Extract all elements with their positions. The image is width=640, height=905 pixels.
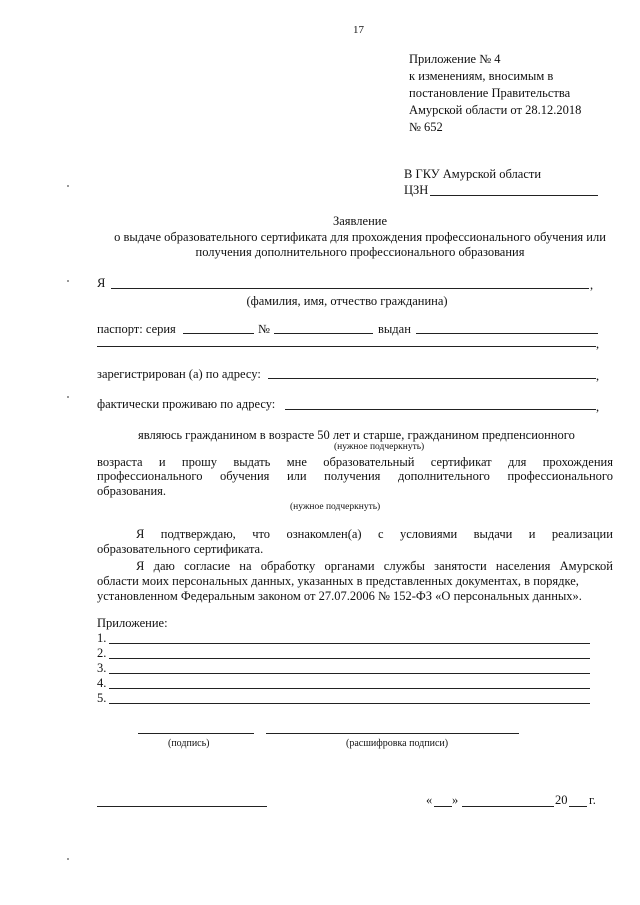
consent-word: обработку [260, 559, 316, 573]
attachment-field[interactable] [109, 703, 590, 704]
title-line-1: о выдаче образовательного сертификата для прохождения профессионального обучения или [114, 230, 606, 244]
request-word: прошу [181, 455, 217, 469]
ya-label: Я [97, 276, 106, 290]
registered-label: зарегистрирован (а) по адресу: [97, 367, 261, 381]
appendix-line-4: Амурской области от 28.12.2018 [409, 103, 582, 117]
confirm-word: с [378, 527, 384, 541]
czn-label: ЦЗН [404, 183, 429, 197]
consent-word: населения [495, 559, 551, 573]
consent-line-3: установленном Федеральным законом от 27.07.2006 № 152-ФЗ «О персональных данных». [97, 589, 582, 603]
request-word: для [508, 455, 527, 469]
page-number: 17 [353, 24, 364, 36]
appendix-line-1: Приложение № 4 [409, 52, 501, 66]
confirm-line [136, 527, 613, 542]
date-month-field[interactable] [462, 806, 554, 807]
request-word: образовательный [323, 455, 415, 469]
signature-field[interactable] [138, 733, 254, 734]
confirm-word: ознакомлен(а) [286, 527, 362, 541]
consent-line [136, 559, 613, 574]
request-word: выдать [233, 455, 271, 469]
issued-field[interactable] [416, 333, 598, 334]
confirm-word: подтверждаю, [160, 527, 236, 541]
attachment-field[interactable] [109, 673, 590, 674]
request-word: и [158, 455, 166, 469]
appendix-line-5: № 652 [409, 120, 443, 134]
passport-number-field[interactable] [274, 333, 373, 334]
confirm-word: выдачи [473, 527, 513, 541]
request-line-3: образования. [97, 484, 167, 498]
request-word: дополнительного [397, 469, 490, 483]
signature-hint: (подпись) [168, 738, 210, 749]
confirm-word: и [528, 527, 536, 541]
passport-series-field[interactable] [183, 333, 254, 334]
date-open-quote: « [426, 793, 433, 807]
request-word: получения [324, 469, 381, 483]
consent-word: Я [136, 559, 145, 573]
consent-word: службы [383, 559, 425, 573]
attachment-number: 1. [97, 631, 107, 645]
attachment-number: 4. [97, 676, 107, 690]
attachment-number: 2. [97, 646, 107, 660]
date-year-field[interactable] [569, 806, 587, 807]
status-hint-1: (нужное подчеркнуть) [334, 442, 425, 452]
registered-comma: , [596, 369, 600, 383]
consent-word: на [239, 559, 252, 573]
fio-field[interactable] [111, 288, 589, 289]
consent-word: органами [324, 559, 375, 573]
scan-mark [67, 396, 69, 398]
date-year-prefix: 20 [555, 793, 568, 807]
decoding-hint: (расшифровка подписи) [346, 738, 449, 749]
confirm-word: что [252, 527, 271, 541]
signature-decoding-field[interactable] [266, 733, 519, 734]
attachment-field[interactable] [109, 658, 590, 659]
addressee-line: В ГКУ Амурской области [404, 167, 542, 181]
attachment-number: 3. [97, 661, 107, 675]
request-line-2 [97, 469, 613, 484]
attachment-field[interactable] [109, 643, 590, 644]
actual-address-label: фактически проживаю по адресу: [97, 397, 276, 411]
confirm-word: реализации [551, 527, 613, 541]
scan-mark [67, 185, 69, 187]
attachment-field[interactable] [109, 688, 590, 689]
title-line-2: получения дополнительного профессионального образования [195, 245, 525, 259]
request-word: профессионального [507, 469, 613, 483]
registered-address-field[interactable] [268, 378, 596, 379]
request-line [97, 455, 613, 470]
fio-comma: , [590, 278, 594, 292]
appendix-line-3: постановление Правительства [409, 86, 571, 100]
passport-number-label: № [258, 322, 270, 336]
status-line-1: являюсь гражданином в возрасте 50 лет и старше, гражданином предпенсионного [138, 428, 575, 442]
confirm-word: Я [136, 527, 145, 541]
request-word: прохождения [542, 455, 613, 469]
status-hint-2: (нужное подчеркнуть) [290, 502, 381, 512]
consent-word: занятости [434, 559, 487, 573]
issued-field-continued[interactable] [97, 346, 596, 347]
consent-word: даю [153, 559, 175, 573]
date-year-suffix: г. [589, 793, 596, 807]
actual-address-field[interactable] [285, 409, 596, 410]
attachments-label: Приложение: [97, 616, 168, 630]
actual-address-comma: , [596, 400, 600, 414]
issued-comma: , [596, 337, 600, 351]
request-word: обучения [220, 469, 270, 483]
appendix-line-2: к изменениям, вносимым в [409, 69, 554, 83]
date-close-quote: » [452, 793, 459, 807]
czn-field[interactable] [430, 195, 598, 196]
bottom-left-field[interactable] [97, 806, 267, 807]
request-word: или [286, 469, 307, 483]
request-word: возраста [97, 455, 143, 469]
request-word: мне [286, 455, 307, 469]
confirm-line-2: образовательного сертификата. [97, 542, 264, 556]
scan-mark [67, 280, 69, 282]
request-word: профессионального [97, 469, 203, 483]
date-day-field[interactable] [434, 806, 452, 807]
consent-word: Амурской [559, 559, 613, 573]
issued-label: выдан [378, 322, 411, 336]
consent-word: согласие [184, 559, 230, 573]
request-word: сертификат [430, 455, 492, 469]
consent-line-2: области моих персональных данных, указанных в представленных документах, в порядке, [97, 574, 579, 588]
fio-hint: (фамилия, имя, отчество гражданина) [246, 294, 448, 308]
confirm-word: условиями [399, 527, 458, 541]
passport-label: паспорт: серия [97, 322, 176, 336]
scan-mark [67, 858, 69, 860]
attachment-number: 5. [97, 691, 107, 705]
document-heading: Заявление [332, 214, 387, 228]
